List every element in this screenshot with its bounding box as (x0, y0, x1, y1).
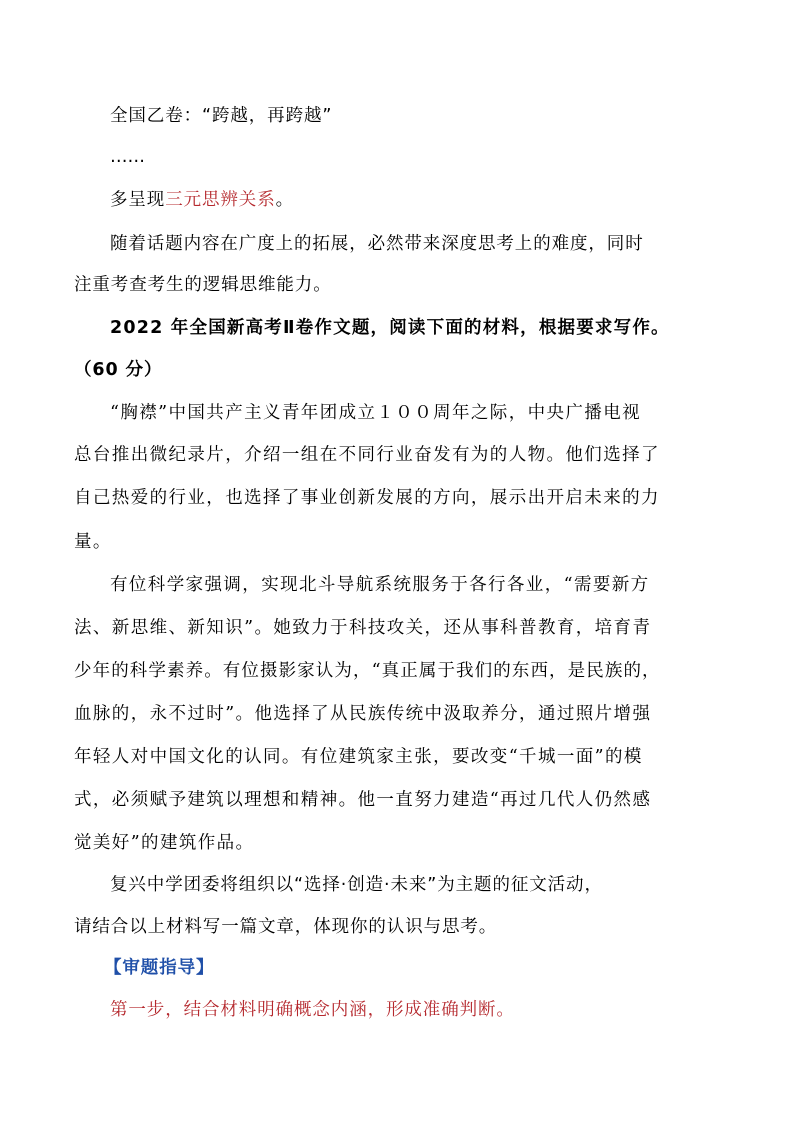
material-p2-line-5: 年轻人对中国文化的认同。有位建筑家主张，要改变“千城一面”的模 (74, 747, 643, 767)
intro-ternary-prefix: 多呈现 (110, 190, 166, 210)
intro-ternary-suffix: 。 (275, 190, 295, 210)
material-p2-line-1: 有位科学家强调，实现北斗导航系统服务于各行各业，“需要新方 (110, 575, 650, 595)
material-p1-line-3: 自己热爱的行业，也选择了事业创新发展的方向，展示出开启未来的力 (74, 488, 660, 508)
guide-step-1: 第一步，结合材料明确概念内涵，形成准确判断。 (110, 1000, 515, 1020)
material-p3-line-2: 请结合以上材料写一篇文章，体现你的认识与思考。 (74, 917, 498, 937)
intro-paragraph-line-2: 注重考查考生的逻辑思维能力。 (74, 275, 332, 295)
question-score: （60 分） (74, 360, 163, 380)
intro-line-national-b: 全国乙卷：“跨越，再跨越” (110, 106, 333, 126)
material-p2-line-2: 法、新思维、新知识”。她致力于科技攻关，还从事科普教育，培育青 (74, 618, 652, 638)
intro-paragraph-line-1: 随着话题内容在广度上的拓展，必然带来深度思考上的难度，同时 (110, 234, 644, 254)
question-title: 2022 年全国新高考Ⅱ卷作文题，阅读下面的材料，根据要求写作。 (110, 318, 670, 338)
material-p3-line-1: 复兴中学团委将组织以“选择·创造·未来”为主题的征文活动， (110, 875, 603, 895)
material-p1-line-4: 量。 (74, 532, 112, 552)
material-p1-line-1: “胸襟”中国共产主义青年团成立１００周年之际，中央广播电视 (110, 403, 641, 423)
ternary-relation-highlight: 三元思辨关系 (165, 190, 276, 210)
intro-line-ternary (110, 188, 294, 212)
material-p2-line-4: 血脉的，永不过时”。他选择了从民族传统中汲取养分，通过照片增强 (74, 704, 652, 724)
guide-heading: 【审题指导】 (104, 958, 215, 978)
material-p1-line-2: 总台推出微纪录片，介绍一组在不同行业奋发有为的人物。他们选择了 (74, 445, 660, 465)
material-p2-line-6: 式，必须赋予建筑以理想和精神。他一直努力建造“再过几代人仍然感 (74, 790, 652, 810)
ellipsis: …… (110, 147, 145, 167)
material-p2-line-7: 觉美好”的建筑作品。 (74, 833, 255, 853)
material-p2-line-3: 少年的科学素养。有位摄影家认为，“真正属于我们的东西，是民族的， (74, 661, 661, 681)
